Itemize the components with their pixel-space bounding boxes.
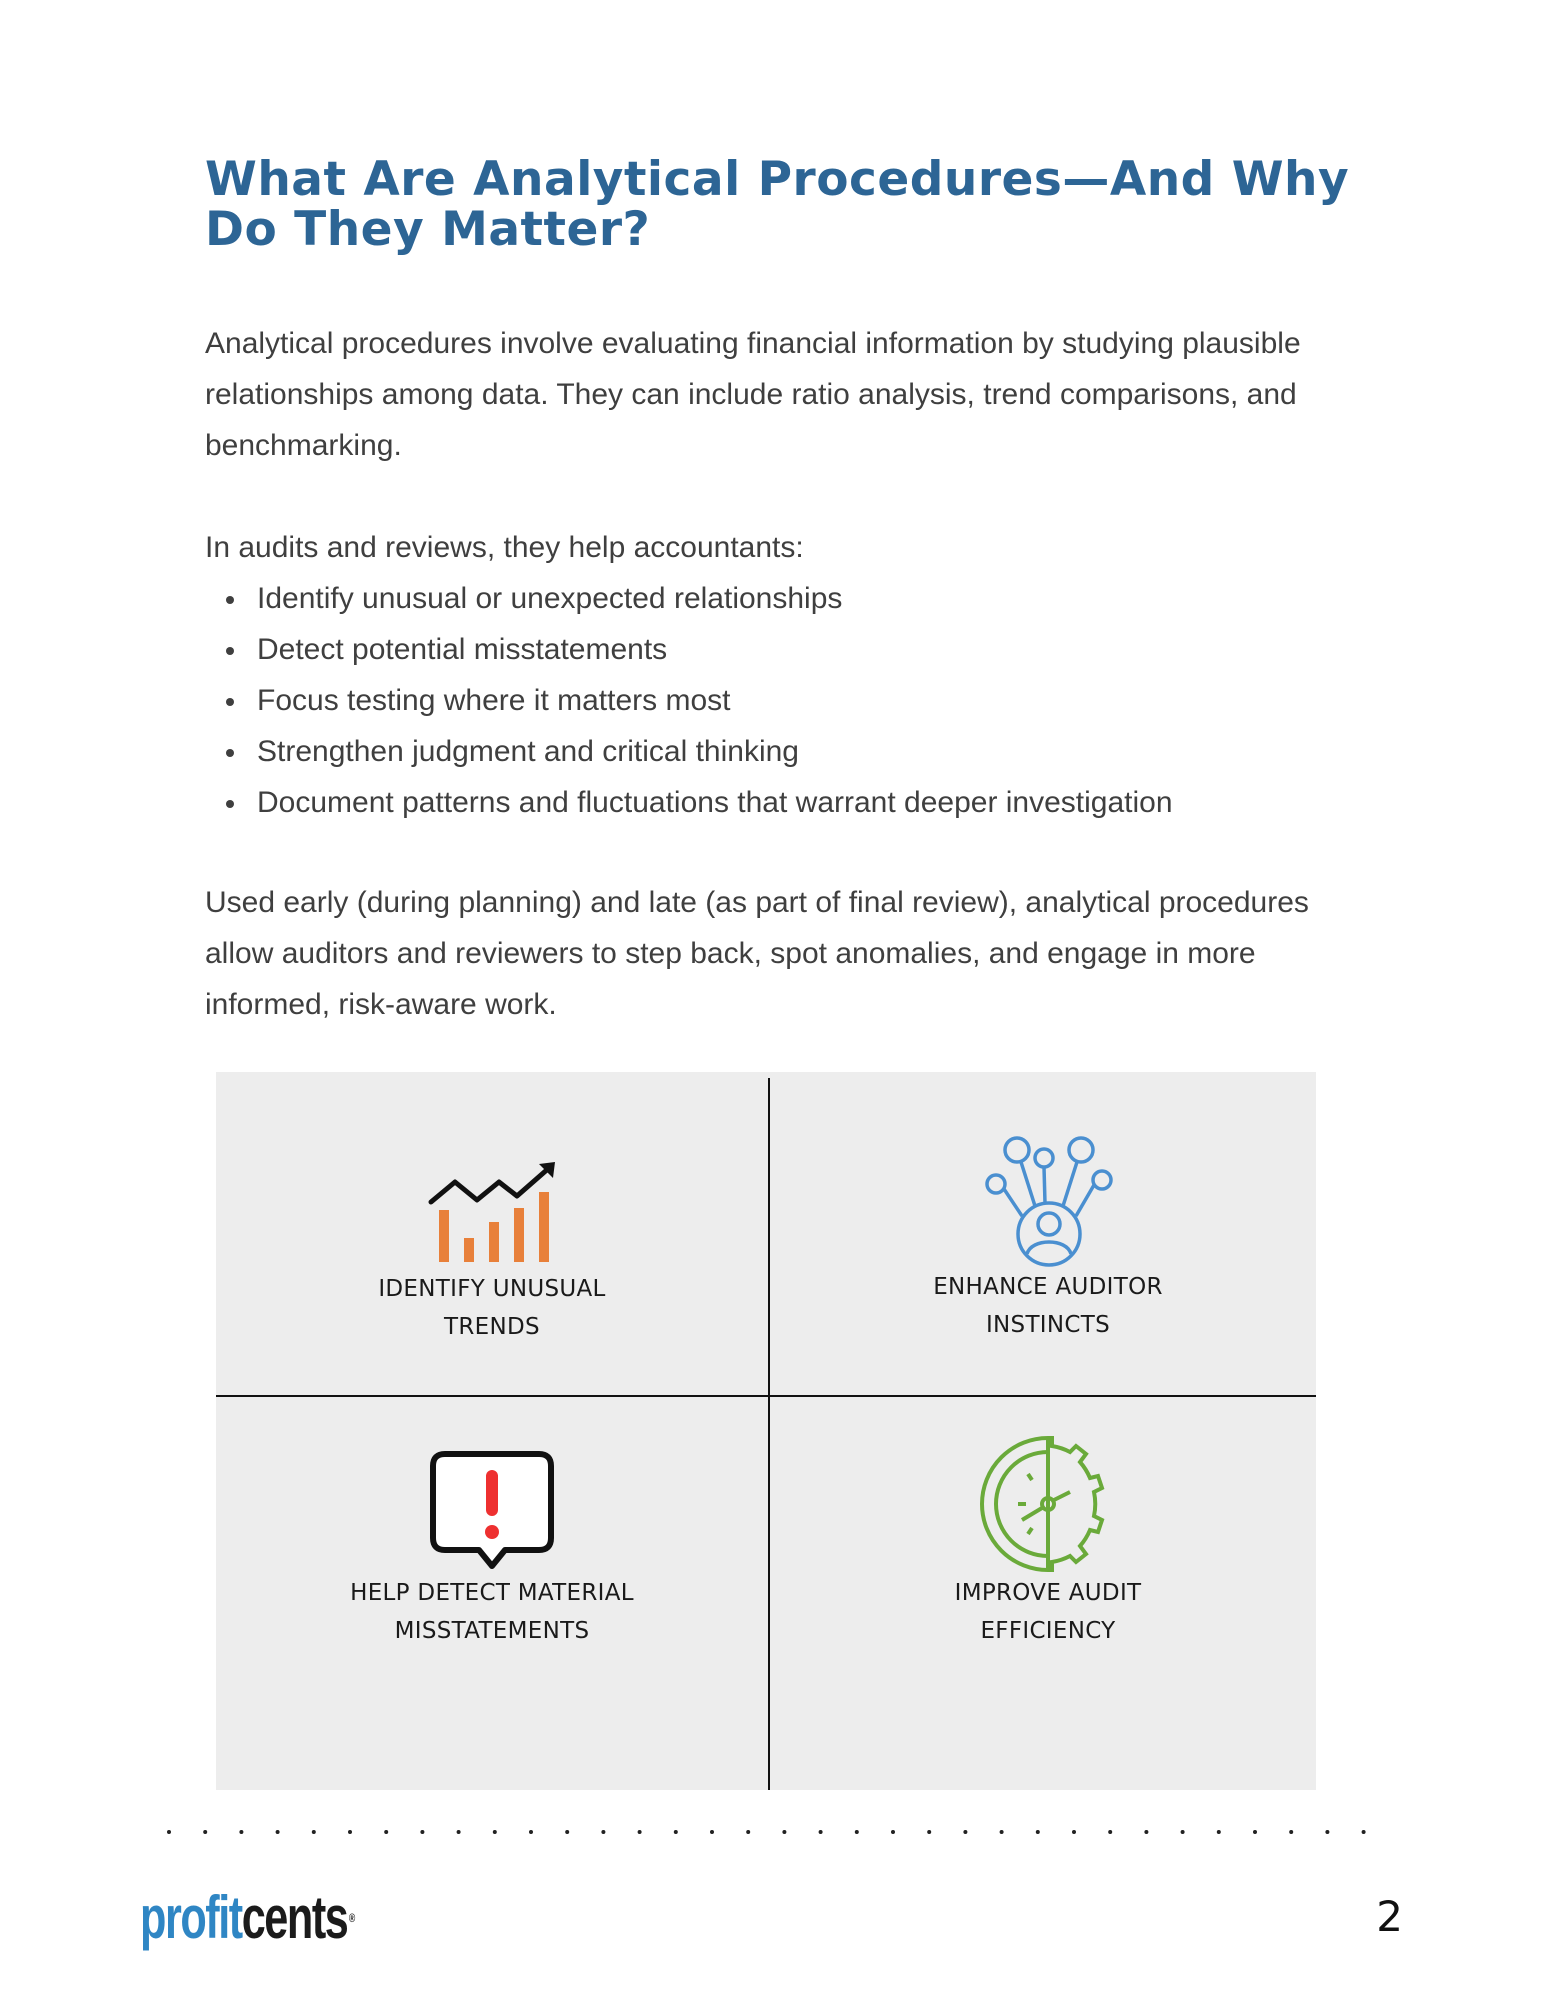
benefit-card-trends	[216, 1160, 768, 1346]
benefits-grid	[216, 1072, 1316, 1790]
dotted-divider	[165, 1826, 1380, 1838]
trend-chart-icon	[427, 1160, 557, 1270]
list-item: Detect potential misstatements	[205, 624, 1173, 675]
benefit-label: IDENTIFY UNUSUAL TRENDS	[378, 1276, 606, 1340]
logo-registered-mark: ®	[348, 1911, 354, 1925]
benefit-label: IMPROVE AUDIT EFFICIENCY	[954, 1580, 1142, 1644]
list-item: Focus testing where it matters most	[205, 675, 1173, 726]
grid-vertical-divider	[768, 1078, 770, 1790]
connected-person-icon	[983, 1134, 1113, 1268]
grid-horizontal-divider	[216, 1395, 1316, 1397]
page-number: 2	[1376, 1892, 1403, 1941]
benefit-card-instincts	[772, 1134, 1324, 1344]
list-item: Identify unusual or unexpected relationships	[205, 573, 1173, 624]
benefit-label: HELP DETECT MATERIAL MISSTATEMENTS	[350, 1580, 634, 1644]
usage-paragraph: Used early (during planning) and late (as part of final review), analytical procedures allow auditors and reviewers to step back, spot anomalies, and engage in more informed, risk-aware work.	[205, 886, 1309, 1021]
logo-profit: profit	[140, 1884, 242, 1951]
benefits-list	[205, 573, 1173, 828]
definition-paragraph: Analytical procedures involve evaluating financial information by studying plausible relationships among data. They can include ratio analysis, trend comparisons, and benchmarking.	[205, 327, 1301, 462]
page-title: What Are Analytical Procedures—And Why Do They Matter?	[205, 152, 1350, 257]
benefit-card-misstatements	[216, 1448, 768, 1650]
gear-clock-icon	[978, 1434, 1118, 1574]
profitcents-logo	[140, 1878, 354, 1958]
benefit-card-efficiency	[772, 1434, 1324, 1650]
logo-cents: cents	[241, 1884, 348, 1951]
benefit-label: ENHANCE AUDITOR INSTINCTS	[933, 1274, 1163, 1338]
bullets-intro: In audits and reviews, they help accountants:	[205, 531, 804, 564]
alert-message-icon	[427, 1448, 557, 1574]
list-item: Document patterns and fluctuations that warrant deeper investigation	[205, 777, 1173, 828]
list-item: Strengthen judgment and critical thinking	[205, 726, 1173, 777]
